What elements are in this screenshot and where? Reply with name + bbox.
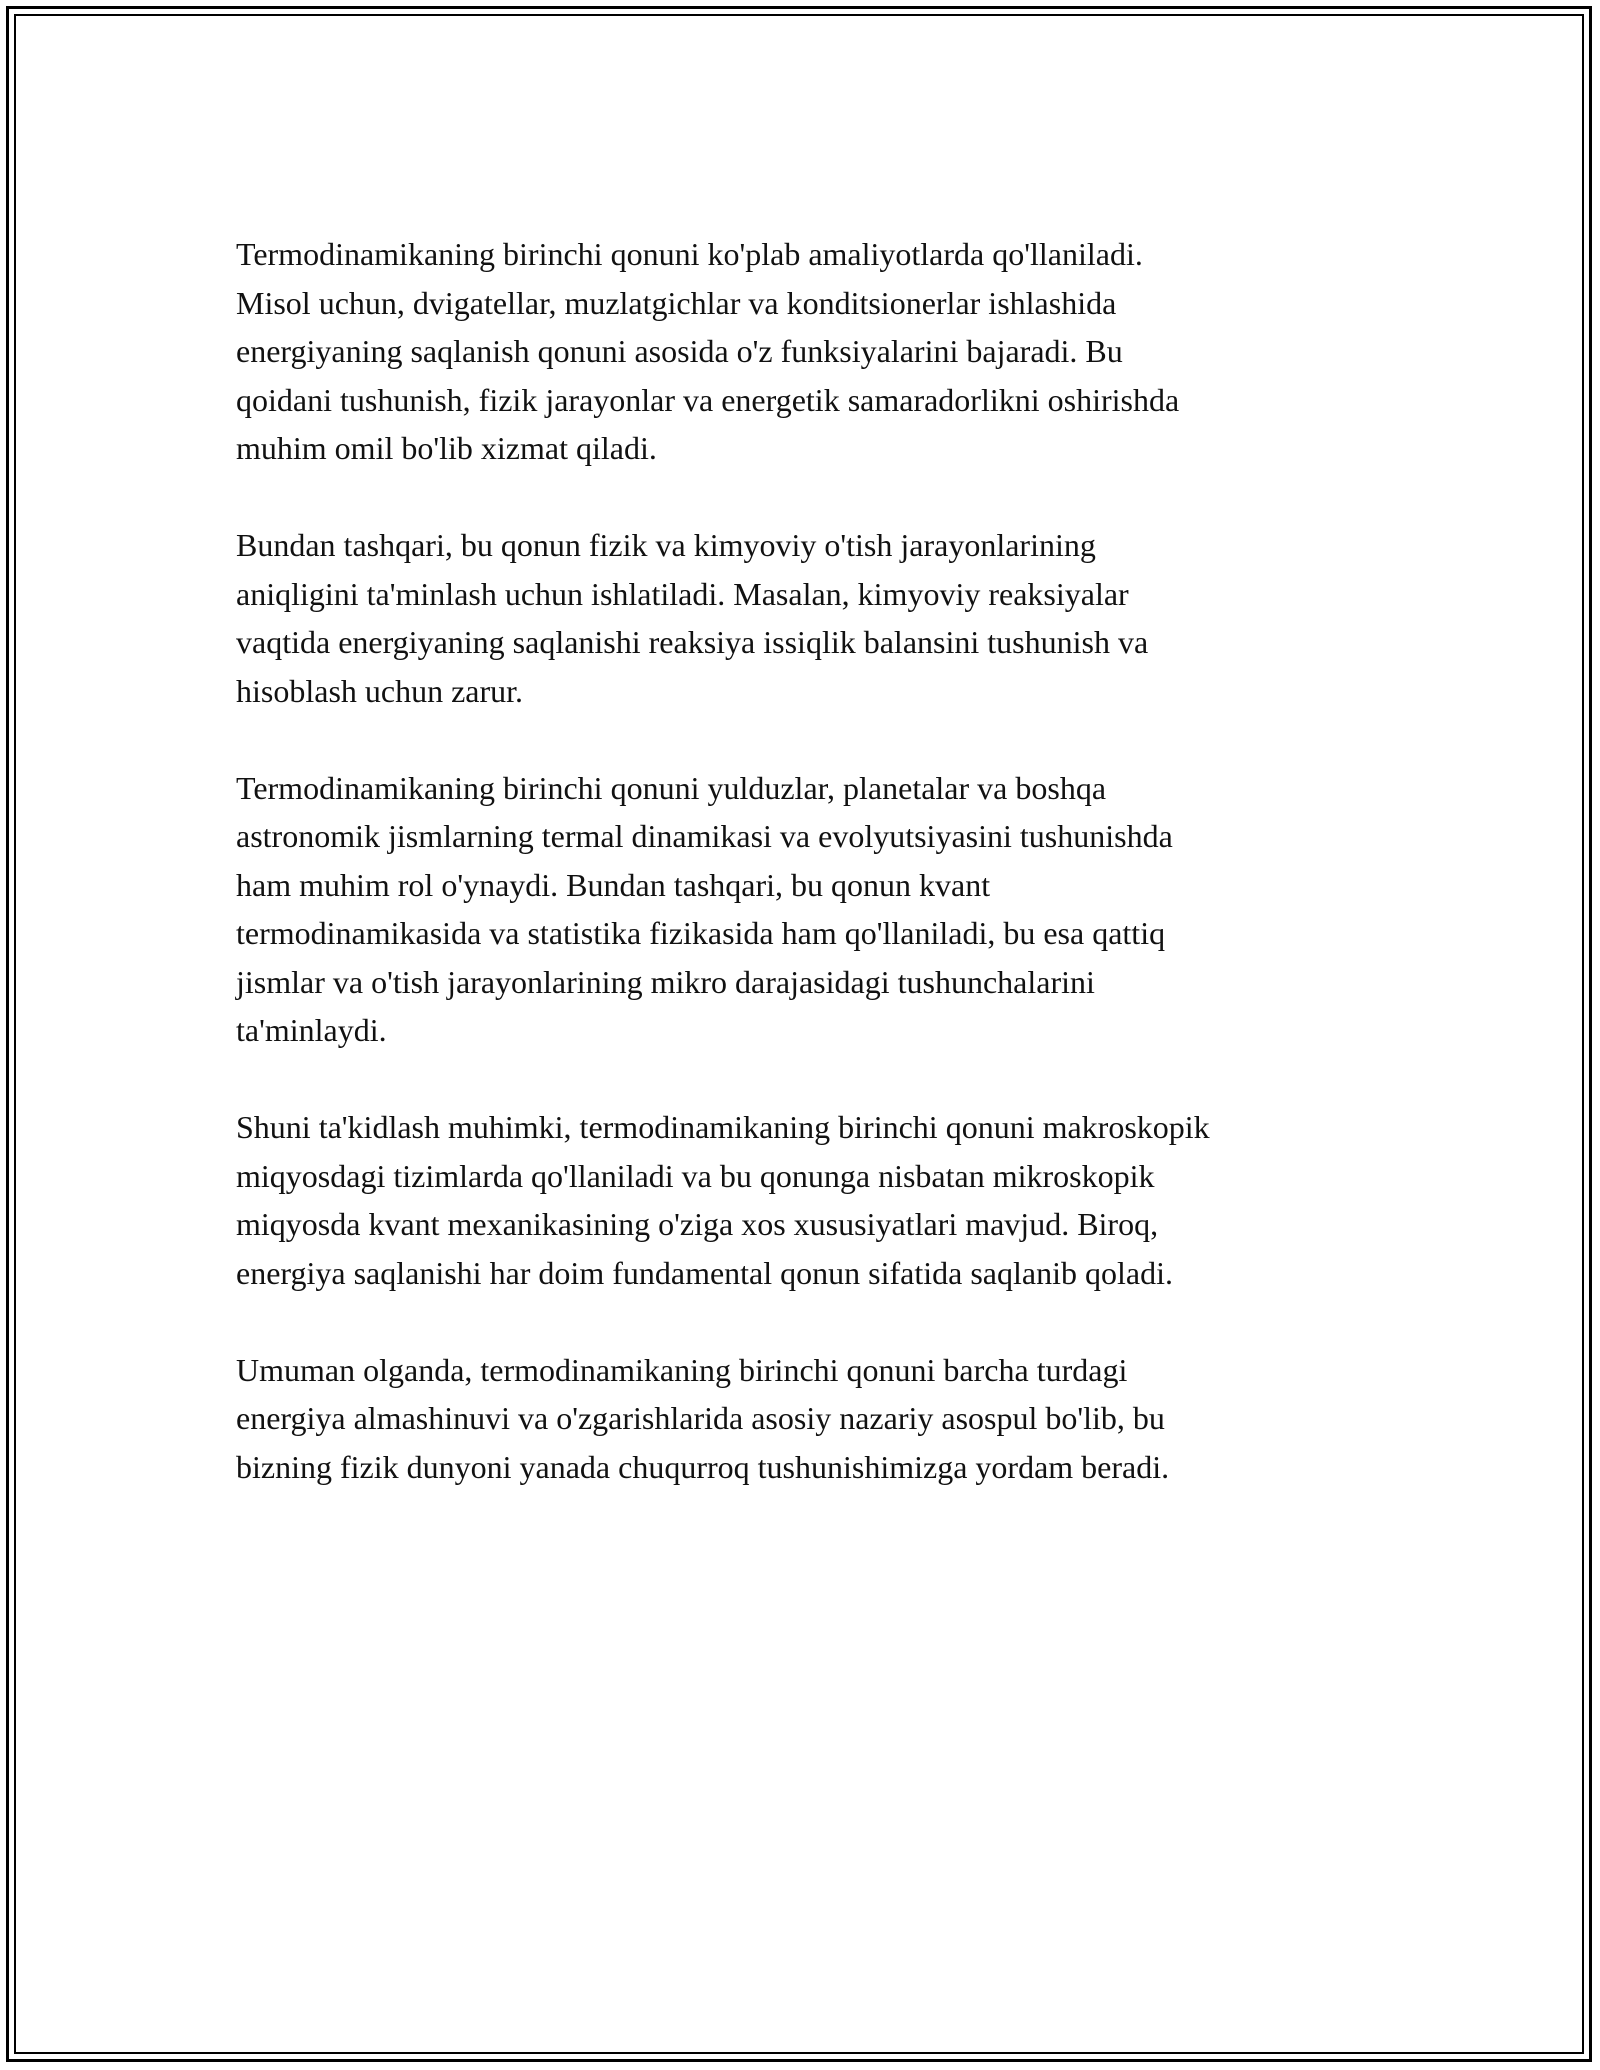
paragraph: Umuman olganda, termodinamikaning birinchi qonuni barcha turdagi energiya almashinuvi va o'zgarishlarida asosiy nazariy asospul bo'lib, bu bizning fizik dunyoni yanada chuqurroq tushunishimizga yordam beradi. (236, 1351, 1170, 1485)
paragraph: Termodinamikaning birinchi qonuni yulduzlar, planetalar va boshqa astronomik jismlarning termal dinamikasi va evolyutsiyasini tushunishda ham muhim rol o'ynaydi. Bundan tashqari, bu qonun kvant termodinamikasida va statistika fizikasida ham qo'llaniladi, bu esa qattiq jismlar va o'tish jarayonlarining mikro darajasidagi tushunchalarini ta'minlaydi. (236, 769, 1173, 1048)
paragraph: Bundan tashqari, bu qonun fizik va kimyoviy o'tish jarayonlarining aniqligini ta'minlash uchun ishlatiladi. Masalan, kimyoviy reaksiyalar vaqtida energiyaning saqlanishi reaksiya issiqlik balansini tushunish va hisoblash uchun zarur. (236, 527, 1149, 709)
document-body (236, 230, 1406, 1540)
paragraph: Termodinamikaning birinchi qonuni ko'plab amaliyotlarda qo'llaniladi. Misol uchun, dvigatellar, muzlatgichlar va konditsionerlar ishlashida energiyaning saqlanish qonuni asosida o'z funksiyalarini bajaradi. Bu qoidani tushunish, fizik jarayonlar va energetik samaradorlikni oshirishda muhim omil bo'lib xizmat qiladi. (236, 236, 1180, 466)
paragraph: Shuni ta'kidlash muhimki, termodinamikaning birinchi qonuni makroskopik miqyosdagi tizimlarda qo'llaniladi va bu qonunga nisbatan mikroskopik miqyosda kvant mexanikasining o'ziga xos xususiyatlari mavjud. Biroq, energiya saqlanishi har doim fundamental qonun sifatida saqlanib qoladi. (236, 1109, 1210, 1291)
